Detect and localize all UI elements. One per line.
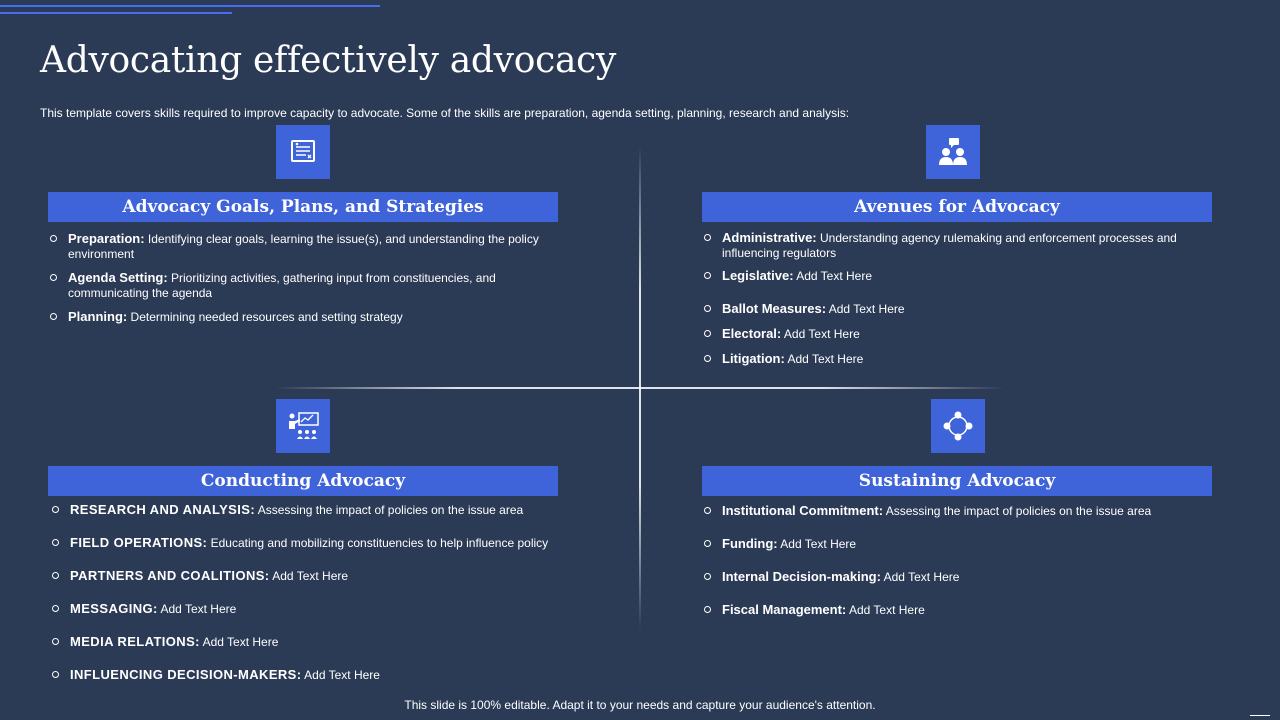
list-item: RESEARCH AND ANALYSIS: Assessing the impact of policies on the issue area — [50, 502, 570, 518]
list-item: Litigation: Add Text Here — [702, 351, 1202, 367]
goals-list — [48, 231, 548, 325]
network-cycle-icon — [931, 399, 985, 453]
list-item: Legislative: Add Text Here — [702, 268, 1202, 284]
list-item: Agenda Setting: Prioritizing activities, gathering input from constituencies, and communicating the agenda — [48, 270, 548, 301]
horizontal-divider — [275, 387, 1005, 389]
goals-heading: Advocacy Goals, Plans, and Strategies — [48, 192, 558, 222]
conducting-heading: Conducting Advocacy — [48, 466, 558, 496]
avenues-heading: Avenues for Advocacy — [702, 192, 1212, 222]
list-item: MEDIA RELATIONS: Add Text Here — [50, 634, 570, 650]
strategy-board-icon — [276, 125, 330, 179]
top-accent-line-short — [0, 12, 232, 14]
page-title: Advocating effectively advocacy — [40, 40, 617, 81]
list-item: PARTNERS AND COALITIONS: Add Text Here — [50, 568, 570, 584]
group-discussion-icon — [926, 125, 980, 179]
list-item: Preparation: Identifying clear goals, learning the issue(s), and understanding the policy environment — [48, 231, 548, 262]
avenues-list — [702, 230, 1202, 367]
list-item: Electoral: Add Text Here — [702, 326, 1202, 342]
list-item: Planning: Determining needed resources and setting strategy — [48, 309, 548, 325]
list-item: MESSAGING: Add Text Here — [50, 601, 570, 617]
page-subtitle: This template covers skills required to improve capacity to advocate. Some of the skills are preparation, agenda setting, planning, research and analysis: — [40, 106, 850, 120]
sustaining-heading: Sustaining Advocacy — [702, 466, 1212, 496]
list-item: Ballot Measures: Add Text Here — [702, 301, 1202, 317]
presentation-audience-icon — [276, 399, 330, 453]
footer-note: This slide is 100% editable. Adapt it to your needs and capture your audience's attention. — [404, 698, 876, 712]
sustaining-list — [702, 503, 1202, 618]
list-item: FIELD OPERATIONS: Educating and mobilizing constituencies to help influence policy — [50, 535, 570, 551]
list-item: Fiscal Management: Add Text Here — [702, 602, 1202, 618]
top-accent-line — [0, 5, 380, 7]
corner-mark — [1250, 715, 1270, 716]
list-item: Funding: Add Text Here — [702, 536, 1202, 552]
list-item: INFLUENCING DECISION-MAKERS: Add Text Here — [50, 667, 570, 683]
conducting-list — [50, 502, 570, 683]
list-item: Institutional Commitment: Assessing the impact of policies on the issue area — [702, 503, 1202, 519]
list-item: Administrative: Understanding agency rulemaking and enforcement processes and influencing regulators — [702, 230, 1202, 261]
list-item: Internal Decision-making: Add Text Here — [702, 569, 1202, 585]
